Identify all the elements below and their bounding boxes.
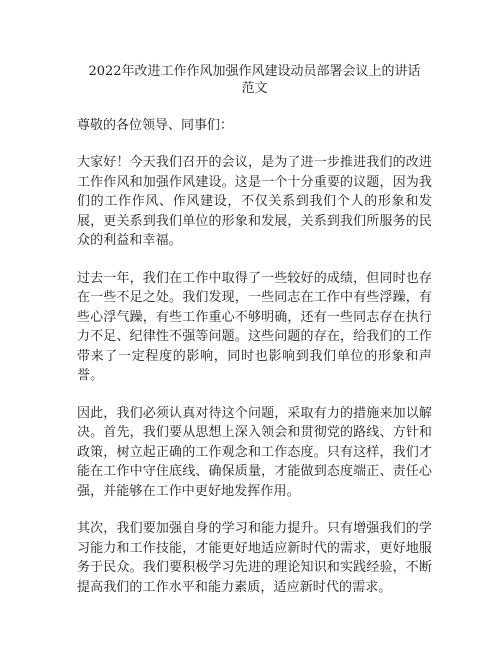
paragraph-4: 其次，我们要加强自身的学习和能力提升。只有增强我们的学习能力和工作技能，才能更好地适应新时代的需求，更好地服务于民众。我们要积极学习先进的理论知识和实践经验，不断提高我们的工作水平和能力素质，适应新时代的需求。 <box>77 521 432 595</box>
greeting: 尊敬的各位领导、同事们： <box>77 118 234 133</box>
document-title: 2022年改进工作作风加强作风建设动员部署会议上的讲话范文 <box>88 64 421 96</box>
paragraph-1: 大家好！今天我们召开的会议，是为了进一步推进我们的改进工作作风和加强作风建设。这是一个十分重要的议题，因为我们的工作作风、作风建设，不仅关系到我们个人的形象和发展，更关系到我们单位的形象和发展，关系到我们所服务的民众的利益和幸福。 <box>77 155 432 248</box>
paragraph-2: 过去一年，我们在工作中取得了一些较好的成绩，但同时也存在一些不足之处。我们发现，一些同志在工作中有些浮躁，有些心浮气躁，有些工作重心不够明确，还有一些同志存在执行力不足、纪律性不强等问题。这些问题的存在，给我们的工作带来了一定程度的影响，同时也影响到我们单位的形象和声誉。 <box>77 270 432 383</box>
paragraph-3: 因此，我们必须认真对待这个问题，采取有力的措施来加以解决。首先，我们要从思想上深入领会和贯彻党的路线、方针和政策，树立起正确的工作观念和工作态度。只有这样，我们才能在工作中守住底线、确保质量，才能做到态度端正、责任心强，并能够在工作中更好地发挥作用。 <box>77 405 432 499</box>
